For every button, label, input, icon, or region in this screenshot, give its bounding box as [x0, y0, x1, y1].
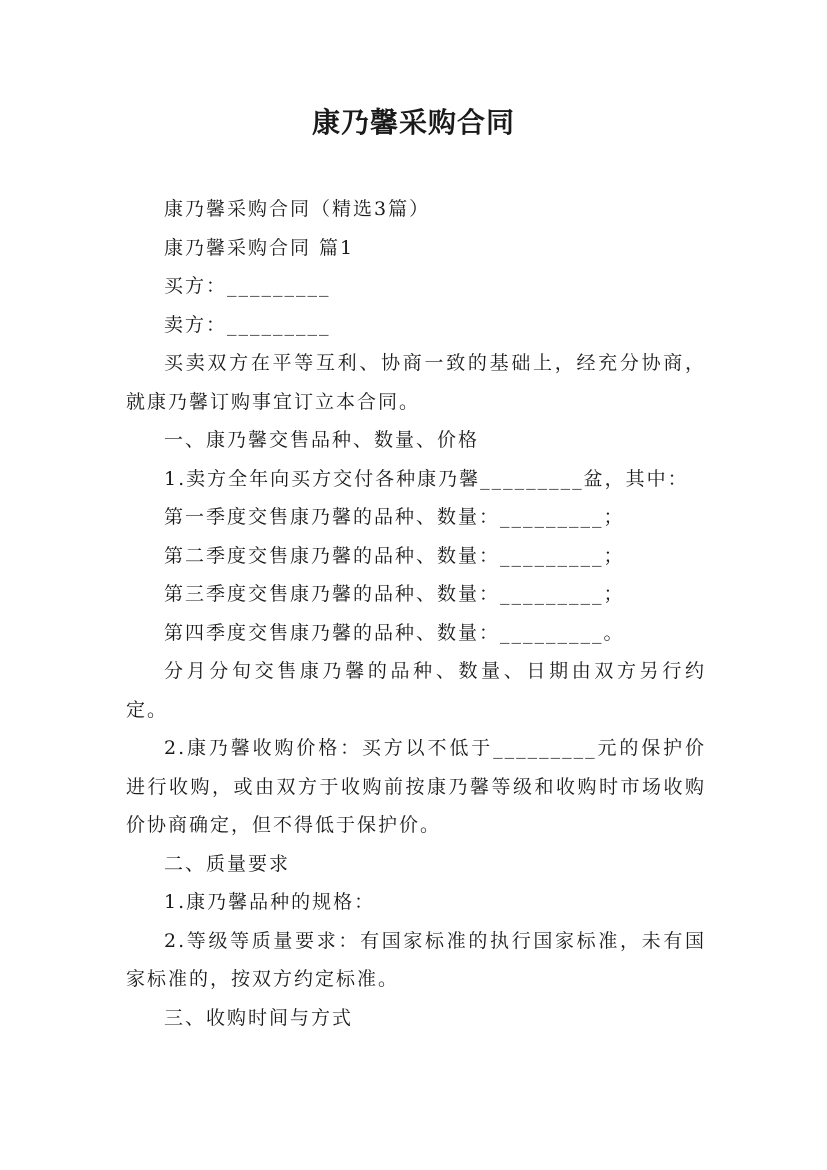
paragraph-preamble: 买卖双方在平等互利、协商一致的基础上，经充分协商，就康乃馨订购事宜订立本合同。: [126, 352, 706, 413]
paragraph-clause-3-heading: 三、收购时间与方式: [164, 1006, 354, 1029]
paragraph-q1: 第一季度交售康乃馨的品种、数量：_________；: [164, 506, 625, 528]
paragraph-seller: 卖方：_________: [164, 313, 331, 336]
paragraph-clause-1-2: 2.康乃馨收购价格：买方以不低于_________元的保护价进行收购，或由双方于收购前按康乃馨等级和收购时市场收购价协商确定，但不得低于保护价。: [126, 737, 706, 836]
paragraph-q4: 第四季度交售康乃馨的品种、数量：_________。: [164, 621, 625, 644]
paragraph-monthly: 分月分旬交售康乃馨的品种、数量、日期由双方另行约定。: [126, 660, 706, 721]
paragraph-section-heading: 康乃馨采购合同 篇1: [164, 236, 355, 259]
document-title: 康乃馨采购合同: [311, 106, 515, 139]
paragraph-clause-1-1: 1.卖方全年向买方交付各种康乃馨_________盆，其中：: [164, 467, 689, 490]
paragraph-subtitle: 康乃馨采购合同（精选3篇）: [164, 198, 431, 220]
paragraph-q2: 第二季度交售康乃馨的品种、数量：_________；: [164, 544, 625, 567]
paragraph-clause-1-heading: 一、康乃馨交售品种、数量、价格: [164, 429, 480, 451]
paragraph-clause-2-2: 2.等级等质量要求：有国家标准的执行国家标准，未有国家标准的，按双方约定标准。: [126, 929, 706, 990]
paragraph-q3: 第三季度交售康乃馨的品种、数量：_________；: [164, 583, 625, 605]
paragraph-buyer: 买方：_________: [164, 275, 331, 297]
paragraph-clause-2-heading: 二、质量要求: [164, 852, 291, 875]
paragraph-clause-2-1: 1.康乃馨品种的规格：: [164, 891, 376, 913]
document-body: [126, 190, 706, 1037]
